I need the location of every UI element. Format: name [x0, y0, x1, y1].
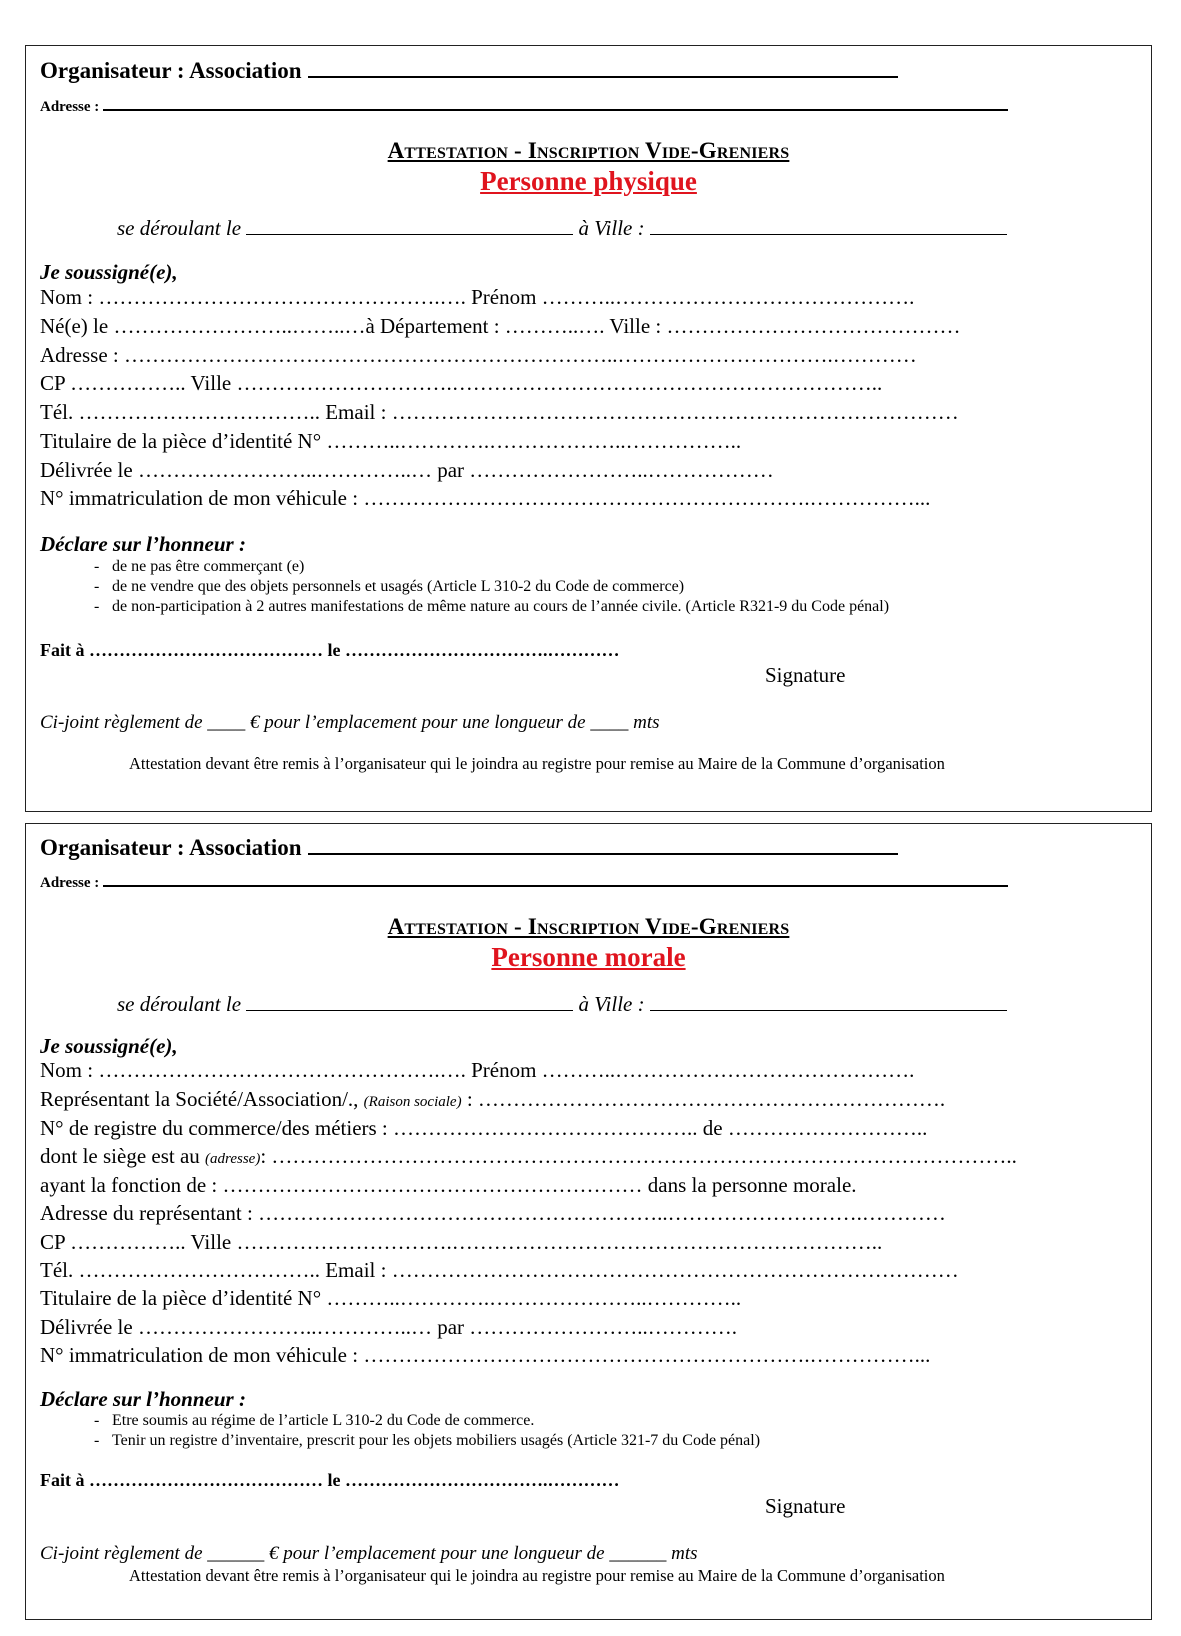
organizer-name-field[interactable] — [308, 56, 898, 78]
date-label: se déroulant le — [117, 992, 242, 1016]
address-field[interactable] — [103, 95, 1008, 111]
address-label: Adresse : — [40, 99, 100, 115]
fonction-field[interactable]: ayant la fonction de : …………………………………………………… dans la personne morale. — [40, 1173, 857, 1197]
reglement-field[interactable]: Ci-joint règlement de ______ € pour l’emplacement pour une longueur de ______ mts — [40, 1543, 698, 1564]
date-city-line — [117, 216, 1007, 241]
delivree-field[interactable]: Délivrée le ……………………..…………..… par ……………………..……………… — [40, 458, 774, 482]
city-field[interactable] — [650, 993, 1007, 1011]
address-field[interactable] — [103, 871, 1008, 887]
form-subtitle: Personne morale — [491, 942, 686, 972]
registre-commerce-field[interactable]: N° de registre du commerce/des métiers : …………………………………….. de ……………………….. — [40, 1116, 928, 1140]
form-title: Attestation - Inscription Vide-Greniers — [387, 914, 790, 939]
representant-field[interactable]: Représentant la Société/Association/., (Raison sociale) : …………………………………………………………. — [40, 1087, 946, 1111]
soussigne-heading: Je soussigné(e), — [40, 1034, 178, 1058]
tel-email-field[interactable]: Tél. …………………………….. Email : ……………………………………………………………………… — [40, 400, 959, 424]
declare-item: - de ne vendre que des objets personnels et usagés (Article L 310-2 du Code de commerce) — [94, 578, 685, 595]
soussigne-heading: Je soussigné(e), — [40, 260, 178, 284]
city-label: à Ville : — [578, 216, 645, 240]
naissance-field[interactable]: Né(e) le ……………………..……..…à Département : ………..…. Ville : …………………………………… — [40, 314, 961, 338]
tel-email-field[interactable]: Tél. …………………………….. Email : ……………………………………………………………………… — [40, 1258, 959, 1282]
declare-heading: Déclare sur l’honneur : — [40, 1387, 246, 1411]
adresse-representant-field[interactable]: Adresse du représentant : …………………………………………………..……………………….………… — [40, 1201, 946, 1225]
adresse-field[interactable]: Adresse : ……………………………………………………………..………………………….………… — [40, 343, 917, 367]
declare-item: - Etre soumis au régime de l’article L 310-2 du Code de commerce. — [94, 1412, 535, 1429]
date-label: se déroulant le — [117, 216, 242, 240]
declare-heading: Déclare sur l’honneur : — [40, 532, 246, 556]
declare-item: - de non-participation à 2 autres manifestations de même nature au cours de l’année civile. (Article R321-9 du Code pénal) — [94, 598, 890, 615]
organizer-name-field[interactable] — [308, 833, 898, 855]
piece-identite-field[interactable]: Titulaire de la pièce d’identité N° ………..………….…………………..………….. — [40, 1286, 742, 1310]
date-field[interactable] — [246, 217, 573, 235]
date-field[interactable] — [246, 993, 573, 1011]
address-line — [40, 95, 1008, 116]
delivree-field[interactable]: Délivrée le ……………………..…………..… par ……………………..…………. — [40, 1315, 738, 1339]
cp-ville-field[interactable]: CP …………….. Ville ………………………….…………………………………………………….. — [40, 1230, 883, 1254]
date-city-line — [117, 992, 1007, 1017]
declare-item: - Tenir un registre d’inventaire, prescrit pour les objets mobiliers usagés (Article 321-7 du Code pénal) — [94, 1432, 761, 1449]
form-subtitle: Personne physique — [480, 166, 697, 196]
footer-note: Attestation devant être remis à l’organisateur qui le joindra au registre pour remise au Maire de la Commune d’organisation — [129, 754, 945, 773]
signature-label: Signature — [765, 1494, 846, 1518]
organizer-line — [40, 56, 898, 84]
address-line — [40, 871, 1008, 892]
organizer-label: Organisateur : Association — [40, 58, 302, 83]
form-personne-morale — [25, 823, 1152, 1620]
immatriculation-field[interactable]: N° immatriculation de mon véhicule : ……………………………………………………….……………... — [40, 1343, 931, 1367]
footer-note: Attestation devant être remis à l’organisateur qui le joindra au registre pour remise au Maire de la Commune d’organisation — [129, 1566, 945, 1585]
city-field[interactable] — [650, 217, 1007, 235]
signature-label: Signature — [765, 663, 846, 687]
reglement-field[interactable]: Ci-joint règlement de ____ € pour l’emplacement pour une longueur de ____ mts — [40, 712, 660, 733]
fait-a-field[interactable]: Fait à ………………………………… le …………………………….………… — [40, 640, 620, 660]
declare-item: - de ne pas être commerçant (e) — [94, 558, 305, 575]
immatriculation-field[interactable]: N° immatriculation de mon véhicule : ……………………………………………………….……………... — [40, 486, 931, 510]
city-label: à Ville : — [578, 992, 645, 1016]
fait-a-field[interactable]: Fait à ………………………………… le …………………………….………… — [40, 1470, 620, 1490]
siege-field[interactable]: dont le siège est au (adresse): …………………………………………………………………………………………….. — [40, 1144, 1017, 1168]
form-title: Attestation - Inscription Vide-Greniers — [387, 138, 790, 163]
nom-prenom-field[interactable]: Nom : ………………………………………….…. Prénom ………..……………………………………. — [40, 1058, 915, 1082]
organizer-line — [40, 833, 898, 861]
piece-identite-field[interactable]: Titulaire de la pièce d’identité N° ………..………….………………..…………….. — [40, 429, 742, 453]
nom-prenom-field[interactable]: Nom : ………………………………………….…. Prénom ………..……………………………………. — [40, 285, 915, 309]
address-label: Adresse : — [40, 875, 100, 891]
cp-ville-field[interactable]: CP …………….. Ville ………………………….…………………………………………………….. — [40, 371, 883, 395]
form-personne-physique — [25, 45, 1152, 812]
organizer-label: Organisateur : Association — [40, 835, 302, 860]
